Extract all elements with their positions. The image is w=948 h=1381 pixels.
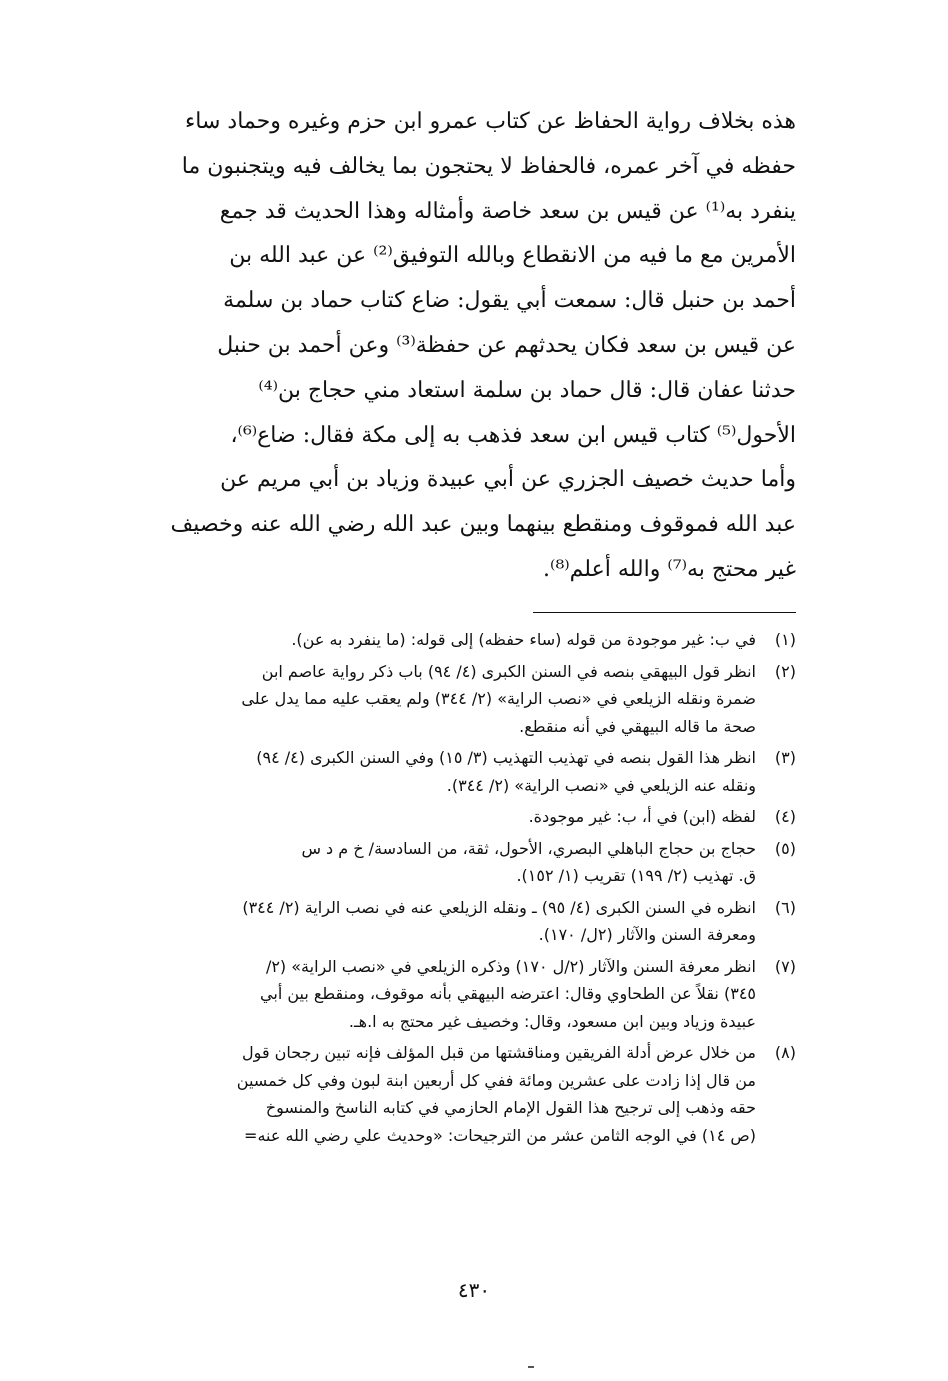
footnote-line: انظر معرفة السنن والآثار (٢/ل ١٧٠) وذكره الزيلعي في «نصب الراية» (٢/	[265, 956, 756, 976]
footnote-line: انظره في السنن الكبرى (٤/ ٩٥) ـ ونقله الزيلعي عنه في نصب الراية (٢/ ٣٤٤)	[242, 897, 756, 917]
footnote-line: حقه وذهب إلى ترجيح هذا القول الإمام الحازمي في كتابه الناسخ والمنسوخ	[265, 1098, 756, 1117]
footnote-number: (٥)	[774, 838, 796, 858]
footnote-line: في ب: غير موجودة من قوله (ساء حفظه) إلى قوله: (ما ينفرد به عن).	[291, 630, 756, 649]
footnote-line: ق. تهذيب (٢/ ١٩٩) تقريب (١/ ١٥٢).	[516, 866, 756, 885]
scan-speck	[528, 1366, 534, 1368]
main-text-line: ينفرد به⁽¹⁾ عن قيس بن سعد خاصة وأمثاله وهذا الحديث قد جمع	[219, 198, 796, 224]
footnote-line: صحة ما قاله البيهقي في أنه منقطع.	[519, 716, 756, 736]
footnote-separator	[533, 612, 796, 613]
footnote-8	[97, 1039, 796, 1149]
main-text-line: الأحول⁽⁵⁾ كتاب قيس ابن سعد فذهب به إلى مكة فقال: ضاع⁽⁶⁾،	[230, 422, 796, 448]
footnote-number: (٧)	[774, 956, 796, 976]
main-text-line: حفظه في آخر عمره، فالحفاظ لا يحتجون بما يخالف فيه ويتجنبون ما	[181, 153, 796, 179]
main-text-body	[97, 100, 796, 593]
footnote-line: عبيدة وزياد وبين ابن مسعود، وقال: وخصيف غير محتج به ا.هـ.	[348, 1011, 756, 1031]
footnote-line: من قال إذا زادت على عشرين ومائة ففي كل أربعين ابنة لبون وفي كل خمسين	[236, 1070, 756, 1090]
footnote-2	[97, 658, 796, 741]
footnote-line: حجاج بن حجاج الباهلي البصري، الأحول، ثقة، من السادسة/ خ م د س	[301, 838, 756, 858]
page-number: ٤٣٠	[457, 1278, 491, 1302]
footnote-6	[97, 894, 796, 949]
footnote-5	[97, 835, 796, 890]
footnote-7	[97, 953, 796, 1036]
footnote-line: انظر قول البيهقي بنصه في السنن الكبرى (٤/ ٩٤) باب ذكر رواية عاصم ابن	[261, 661, 756, 681]
footnote-line: ٣٤٥) نقلاً عن الطحاوي وقال: اعترضه البيهقي بأنه موقوف، ومنقطع بين أبي	[260, 984, 756, 1003]
footnote-3	[97, 744, 796, 799]
footnote-number: (٦)	[774, 897, 796, 917]
footnote-number: (٢)	[774, 661, 796, 681]
main-text-line: أحمد بن حنبل قال: سمعت أبي يقول: ضاع كتاب حماد بن سلمة	[223, 288, 796, 314]
footnotes-section	[97, 626, 796, 1153]
main-text-line: غير محتج به⁽⁷⁾ والله أعلم⁽⁸⁾.	[543, 556, 796, 582]
footnote-line: من خلال عرض أدلة الفريقين ومناقشتها من قبل المؤلف فإنه تبين رجحان قول	[242, 1043, 756, 1062]
main-text-line: حدثنا عفان قال: قال حماد بن سلمة استعاد مني حجاج بن⁽⁴⁾	[258, 377, 796, 403]
footnote-number: (١)	[774, 630, 796, 649]
footnote-line: انظر هذا القول بنصه في تهذيب التهذيب (٣/ ١٥) وفي السنن الكبرى (٤/ ٩٤)	[256, 748, 756, 767]
footnote-line: ونقله عنه الزيلعي في «نصب الراية» (٢/ ٣٤٤).	[446, 775, 756, 795]
footnote-line: ومعرفة السنن والآثار (٢ل/ ١٧٠).	[538, 925, 756, 944]
footnote-line: (ص ١٤) في الوجه الثامن عشر من الترجيحات: «وحديث علي رضي الله عنه=	[244, 1125, 756, 1145]
footnote-line: ضمرة ونقله الزيلعي في «نصب الراية» (٢/ ٣٤٤) ولم يعقب عليه مما يدل على	[241, 689, 756, 708]
footnote-1	[97, 626, 796, 654]
footnote-line: لفظه (ابن) في أ، ب: غير موجودة.	[528, 807, 756, 826]
main-text-line: عبد الله فموقوف ومنقطع بينهما وبين عبد الله رضي الله عنه وخصيف	[170, 512, 796, 538]
main-text-line: هذه بخلاف رواية الحفاظ عن كتاب عمرو ابن حزم وغيره وحماد ساء	[184, 109, 796, 134]
footnote-4	[97, 803, 796, 831]
footnote-number: (٣)	[774, 748, 796, 767]
main-text-line: وأما حديث خصيف الجزري عن أبي عبيدة وزياد بن أبي مريم عن	[220, 467, 796, 493]
main-text-line: الأمرين مع ما فيه من الانقطاع وبالله التوفيق⁽²⁾ عن عبد الله بن	[229, 243, 796, 269]
footnote-number: (٨)	[774, 1043, 796, 1062]
footnote-number: (٤)	[774, 807, 796, 826]
main-text-line: عن قيس بن سعد فكان يحدثهم عن حفظة⁽³⁾ وعن أحمد بن حنبل	[217, 332, 796, 358]
